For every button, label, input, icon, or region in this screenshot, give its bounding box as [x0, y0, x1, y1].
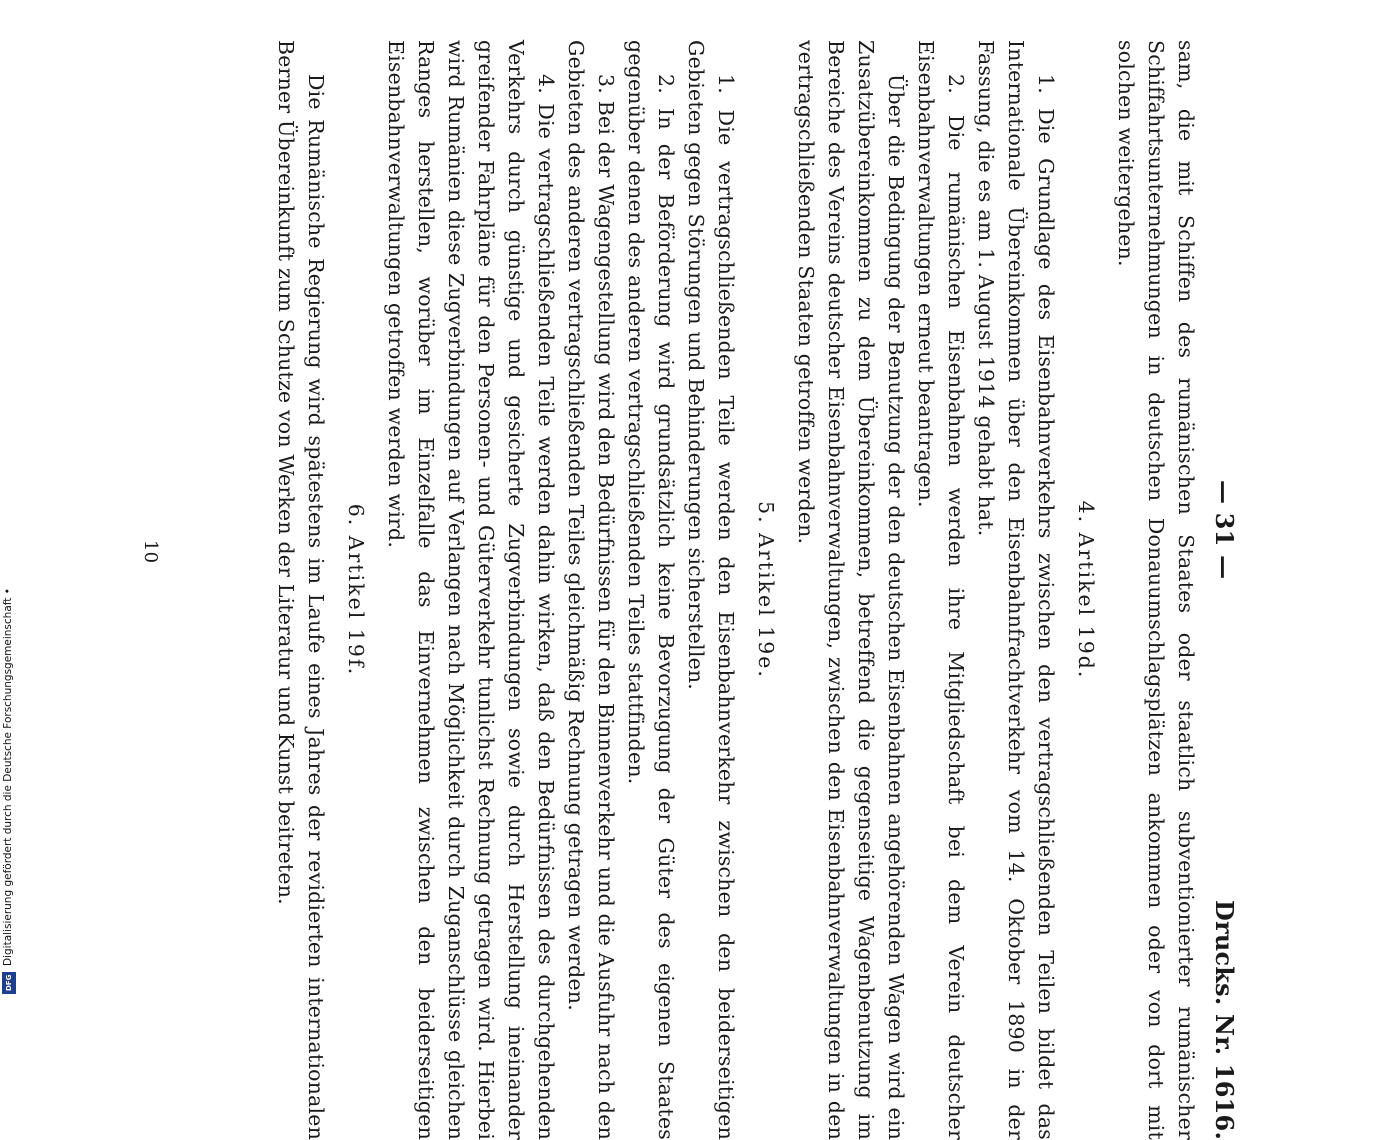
document-page — [100, 40, 1280, 1140]
paragraph: 2. Die rumänischen Eisenbahnen werden ihre Mitgliedschaft bei dem Verein deutscher Eisenbahnverwaltungen erneut beantragen. — [914, 40, 968, 1140]
paragraph: Die Rumänische Regierung wird spätestens im Laufe eines Jahres der revidierten internationalen Berner Übereinkunft zum Schutze von Werken der Literatur und Kunst beitreten. — [274, 40, 328, 1140]
paragraph: 4. Die vertragschließenden Teile werden dahin wirken, daß den Bedürfnissen des durchgehenden Verkehrs durch günstige und gesicherte Zugverbindungen sowie durch Herstellung ineinander greifender Fahrpläne für den Personen- und Güterverkehr tunlichst Rechnung getragen wird. Hierbei wird Rumänien diese Zugverbindungen auf Verlangen nach Möglichkeit durch Zuganschlüsse gleichen Ranges herstellen, worüber im Einzelfalle das Einvernehmen zwischen den beiderseitigen Eisenbahnverwaltungen getroffen werden wird. — [384, 40, 558, 1140]
page-header — [1201, 40, 1245, 1140]
document-reference: Drucks. Nr. 1616. — [1210, 899, 1239, 1140]
funding-sidebar — [2, 588, 18, 994]
article-heading: 4. Artikel 19d. — [1074, 500, 1098, 680]
page-content — [135, 40, 1245, 1140]
dfg-logo: DFG — [2, 972, 16, 994]
paragraph: 1. Die Grundlage des Eisenbahnverkehrs zwischen den vertragschließenden Teilen bildet das Internationale Übereinkommen über den Eisenbahnfrachtverkehr vom 14. Oktober 1890 in der Fassung, die es am 1. August 1914 gehabt hat. — [974, 40, 1058, 1140]
article-heading: 6. Artikel 19f. — [344, 503, 368, 677]
article-heading: 5. Artikel 19e. — [754, 501, 778, 679]
funding-note: Digitalisierung gefördert durch die Deutsche Forschungsgemeinschaft • — [2, 588, 14, 966]
page-number: — 31 — — [1210, 480, 1239, 580]
paragraph: 1. Die vertragschließenden Teile werden den Eisenbahnverkehr zwischen den beiderseitigen Gebieten gegen Störungen und Behinderungen sicherstellen. — [684, 40, 738, 1140]
paragraph: sam, die mit Schiffen des rumänischen Staates oder staatlich subventionierter rumänischer Schiffahrtsunternehmungen in deutschen Donauumschlagsplätzen ankommen oder von dort mit solchen weitergehen. — [1114, 40, 1198, 1140]
paragraph: Über die Bedingung der Benutzung der den deutschen Eisenbahnen angehörenden Wagen wird ein Zusatzübereinkommen zu dem Übereinkommen, betreffend die gegenseitige Wagenbenutzung im Bereiche des Vereins deutscher Eisenbahnverwaltungen, zwischen den Eisenbahnverwaltungen in den vertragschließenden Staaten getroffen werden. — [794, 40, 908, 1140]
paragraph: 3. Bei der Wagengestellung wird den Bedürfnissen für den Binnenverkehr und die Ausfuhr nach den Gebieten des anderen vertragschließenden Teiles gleichmäßig Rechnung getragen werden. — [564, 40, 618, 1140]
paragraph: 2. In der Beförderung wird grundsätzlich keine Bevorzugung der Güter des eigenen Staates gegenüber denen des anderen vertragschließenden Teiles stattfinden. — [624, 40, 678, 1140]
sheet-number: 10 — [140, 540, 161, 564]
